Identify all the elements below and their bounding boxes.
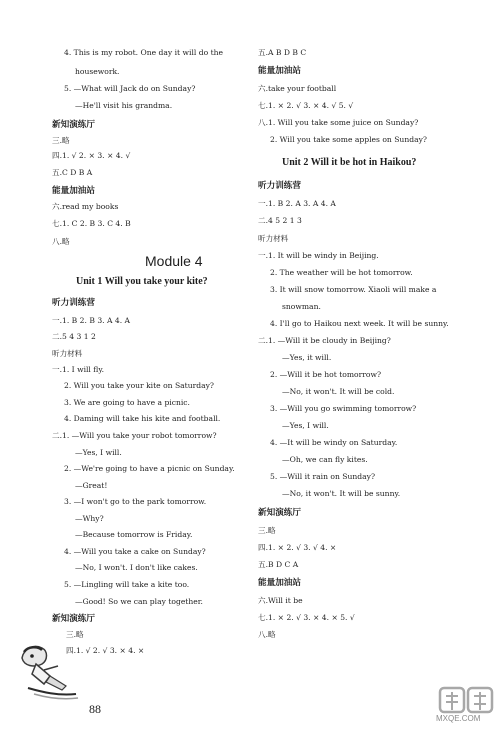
section-heading: 听力训练营 <box>52 298 95 308</box>
section-heading: 能量加油站 <box>258 578 301 588</box>
answer-line: 七.1. × 2. √ 3. × 4. × 5. √ <box>258 613 355 622</box>
answer-line: 六.take your football <box>258 84 337 93</box>
answer-line: 2. —We're going to have a picnic on Sunday. <box>64 464 235 473</box>
unit-title: Unit 1 Will you take your kite? <box>76 276 208 287</box>
answer-line: 四.1. √ 2. × 3. × 4. √ <box>52 151 131 160</box>
answer-line: 一.1. B 2. B 3. A 4. A <box>52 316 131 325</box>
answer-line: 二.1. —Will you take your robot tomorrow? <box>52 431 217 440</box>
answer-line: 一.1. I will fly. <box>52 365 105 374</box>
module-title: Module 4 <box>145 253 203 269</box>
section-heading: 新知演练厅 <box>258 508 301 518</box>
answer-line: 二.4 5 2 1 3 <box>258 216 302 225</box>
answer-line: 4. This is my robot. One day it will do the <box>64 48 224 57</box>
unit-title: Unit 2 Will it be hot in Haikou? <box>282 157 417 168</box>
answer-line: —Oh, we can fly kites. <box>282 455 368 464</box>
answer-line: 4. —Will you take a cake on Sunday? <box>64 547 206 556</box>
answer-line: 七.1. C 2. B 3. C 4. B <box>52 219 131 228</box>
answer-line: 八.略 <box>258 630 276 639</box>
mascot-illustration <box>14 624 86 704</box>
answer-line: 六.Will it be <box>258 596 303 605</box>
answer-line: —Because tomorrow is Friday. <box>75 530 193 539</box>
answer-line: 2. —Will it be hot tomorrow? <box>270 370 382 379</box>
section-heading: 能量加油站 <box>52 186 95 196</box>
answer-line: 3. It will snow tomorrow. Xiaoli will make a <box>270 285 437 294</box>
section-heading: 能量加油站 <box>258 66 301 76</box>
answer-line: 5. —Will it rain on Sunday? <box>270 472 376 481</box>
answer-line: 5. —What will Jack do on Sunday? <box>64 84 196 93</box>
answer-line: 听力材料 <box>52 349 83 358</box>
answer-line: —No, I won't. I don't like cakes. <box>75 563 198 572</box>
answer-line: 3. —I won't go to the park tomorrow. <box>64 497 207 506</box>
answer-line: —Yes, it will. <box>282 353 332 362</box>
answer-line: snowman. <box>282 302 321 311</box>
answer-line: —Why? <box>75 514 104 523</box>
answer-line: 五.B D C A <box>258 560 299 569</box>
answer-line: —Yes, I will. <box>75 448 122 457</box>
answer-line: 四.1. × 2. √ 3. √ 4. × <box>258 543 337 552</box>
section-heading: 新知演练厅 <box>52 120 95 130</box>
answer-line: 听力材料 <box>258 234 289 243</box>
answer-line: 二.5 4 3 1 2 <box>52 332 96 341</box>
answer-line: 五.C D B A <box>52 168 93 177</box>
section-heading: 新知演练厅 <box>52 614 95 624</box>
answer-line: 2. Will you take your kite on Saturday? <box>64 381 214 390</box>
answer-line: 八.略 <box>52 237 70 246</box>
answer-line: 三.略 <box>52 136 70 145</box>
answer-line: 三.略 <box>66 630 84 639</box>
answer-line: 二.1. —Will it be cloudy in Beijing? <box>258 336 391 345</box>
answer-line: housework. <box>75 67 120 76</box>
answer-line: 七.1. × 2. √ 3. × 4. √ 5. √ <box>258 101 354 110</box>
answer-line: 2. The weather will be hot tomorrow. <box>270 268 413 277</box>
answer-line: 一.1. It will be windy in Beijing. <box>258 251 379 260</box>
answer-line: 四.1. √ 2. √ 3. × 4. × <box>66 646 145 655</box>
answer-line: —No, it won't. It will be cold. <box>282 387 395 396</box>
watermark-text: MXQE.COM <box>436 714 481 723</box>
answer-line: 五.A B D B C <box>258 48 307 57</box>
answer-line: 3. We are going to have a picnic. <box>64 398 190 407</box>
answer-line: 2. Will you take some apples on Sunday? <box>270 135 427 144</box>
section-heading: 听力训练营 <box>258 181 301 191</box>
answer-line: 3. —Will you go swimming tomorrow? <box>270 404 417 413</box>
page-number: 88 <box>89 702 101 716</box>
answer-line: 六.read my books <box>52 202 119 211</box>
answer-line: 八.1. Will you take some juice on Sunday? <box>258 118 419 127</box>
answer-line: —Great! <box>75 481 108 490</box>
answer-line: 5. —Lingling will take a kite too. <box>64 580 190 589</box>
answer-line: 4. —It will be windy on Saturday. <box>270 438 398 447</box>
answer-line: 4. I'll go to Haikou next week. It will be sunny. <box>270 319 449 328</box>
answer-line: 4. Daming will take his kite and football. <box>64 414 221 423</box>
answer-line: —Good! So we can play together. <box>75 597 203 606</box>
answer-line: 三.略 <box>258 526 276 535</box>
answer-line: 一.1. B 2. A 3. A 4. A <box>258 199 336 208</box>
answer-line: —He'll visit his grandma. <box>75 101 173 110</box>
answer-line: —No, it won't. It will be sunny. <box>282 489 401 498</box>
answer-line: —Yes, I will. <box>282 421 329 430</box>
